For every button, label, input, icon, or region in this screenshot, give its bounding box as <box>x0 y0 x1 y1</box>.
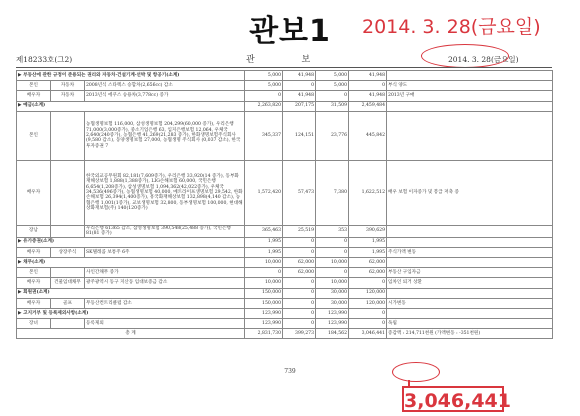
table-row <box>17 81 553 91</box>
amount-cell: 150,000 <box>245 298 283 308</box>
section-row <box>17 101 553 111</box>
slide-title: 관보1 <box>249 14 331 49</box>
section-row <box>17 71 553 81</box>
reason-cell <box>387 225 553 237</box>
amount-cell: 0 <box>283 278 316 288</box>
amount-cell: 0 <box>316 237 349 247</box>
date-circle-annotation <box>421 44 509 68</box>
description-cell: 농협생명보험 116,000, 삼성생명보험 204,299(60,000 증가), 우리은행 71,000(3,000증가), 중소기업은행 63, 입지은행보험 12,064, 우체국 2,640(240증가), 농협은행 41,269(21,283 증가), 한화생명보험주식회사 (9,580 감소), 동양생명보험 27,000, 농협생명 주식회사 (0,037 감소), 한국투자증권 7 <box>85 111 245 160</box>
amount-cell: 62,000 <box>283 268 316 278</box>
section-label: ▶ 고지거부 및 등록제외사항(소계) <box>17 308 245 318</box>
gazette-title: 관 보 <box>246 55 333 65</box>
relation-cell: 장녀 <box>17 319 51 329</box>
amount-cell: 124,151 <box>283 111 316 160</box>
description-cell: 등록제외 <box>85 319 245 329</box>
amount-cell: 0 <box>283 81 316 91</box>
relation-cell: 본인 <box>17 268 51 278</box>
table-row <box>17 278 553 288</box>
reason-cell <box>387 288 553 298</box>
amount-cell: 23,776 <box>316 111 349 160</box>
description-cell: 우리은행 61365 감소, 삼성생명보험 390,548(25,488 증가), 국민은행 81(81 증가) <box>85 225 245 237</box>
header-rule <box>16 67 552 68</box>
total-amount-callout: 3,046,441 <box>402 386 504 412</box>
amount-cell: 1,995 <box>349 247 387 257</box>
amount-cell: 62,000 <box>349 257 387 267</box>
kind-cell: 자동차 <box>51 81 85 91</box>
relation-cell: 배우자 <box>17 160 51 225</box>
amount-cell: 123,990 <box>316 308 349 318</box>
amount-cell: 345,337 <box>245 111 283 160</box>
table-row <box>17 91 553 101</box>
reason-cell <box>387 308 553 318</box>
description-cell: 2013년식 에쿠스 승용차(3,778cc) 증가 <box>85 91 245 101</box>
amount-cell: 0 <box>245 91 283 101</box>
kind-cell: 건물임대채무 <box>51 278 85 288</box>
asset-table <box>16 70 553 339</box>
amount-cell: 2,459,484 <box>349 101 387 111</box>
description-cell: 광주광역시 동구 지산동 임대보증금 감소 <box>85 278 245 288</box>
description-cell: 무등산컨트리클럽 감소 <box>85 298 245 308</box>
table-row <box>17 111 553 160</box>
reason-cell: 주식가액 변동 <box>387 247 553 257</box>
amount-cell: 0 <box>349 278 387 288</box>
amount-cell: 365,463 <box>245 225 283 237</box>
amount-cell: 62,000 <box>349 268 387 278</box>
total-circle-annotation <box>392 362 440 382</box>
amount-cell: 41,948 <box>349 71 387 81</box>
amount-cell: 41,948 <box>349 91 387 101</box>
relation-cell: 배우자 <box>17 298 51 308</box>
amount-cell: 390,629 <box>349 225 387 237</box>
amount-cell: 7,380 <box>316 160 349 225</box>
reason-cell: 배우 보험 이자증가 및 봉급 저축 증 <box>387 160 553 225</box>
gazette-number: 제18233호(그2) <box>16 55 73 64</box>
date-highlight: 2014. 3. 28(금요일) <box>362 16 541 38</box>
reason-cell <box>387 111 553 160</box>
amount-cell: 10,000 <box>316 257 349 267</box>
amount-cell: 120,000 <box>349 288 387 298</box>
amount-cell: 0 <box>283 237 316 247</box>
section-label: ▶ 채무(소계) <box>17 257 245 267</box>
reason-cell: 증감액 : 214,711천원 (가액변동 : -351천원) <box>387 329 553 339</box>
section-row <box>17 288 553 298</box>
amount-cell: 0 <box>245 268 283 278</box>
relation-cell: 본인 <box>17 81 51 91</box>
amount-cell: 0 <box>349 308 387 318</box>
amount-cell: 1,995 <box>245 247 283 257</box>
kind-cell: 상장주식 <box>51 247 85 257</box>
table-row <box>17 225 553 237</box>
relation-cell: 본인 <box>17 111 51 160</box>
amount-cell: 0 <box>283 319 316 329</box>
description-cell: 2008년식 스타렉스 승합차(2,656cc) 감소 <box>85 81 245 91</box>
kind-cell <box>51 160 85 225</box>
amount-cell: 5,000 <box>316 71 349 81</box>
amount-cell: 1,572,420 <box>245 160 283 225</box>
amount-cell: 5,000 <box>245 71 283 81</box>
section-row <box>17 237 553 247</box>
amount-cell: 41,948 <box>283 71 316 81</box>
reason-cell <box>387 257 553 267</box>
amount-cell: 207,175 <box>283 101 316 111</box>
amount-cell: 123,990 <box>316 319 349 329</box>
description-cell: 한국외교공무원회 82,181(7,609증가), 우리은행 33,920(14 증가), 동부화재해상보험 1,888(1,388증가), LIG손해보험 60,000, 국민은행 6,654(1,208증가), 삼성생명보험 1,094,362(42,022증가), 우체국 34,536(496증가), 농협생명보험 40,000, 메트라이프생명보험 29,542, 한화손해보험 26,394(1,400증가), 흥국화재해상보험 132,898(4,140 감소), 농협은행 1,001(1증가), 교보생명보험 32,800, 동부생명보험 100,000, 현대해상화재보험(주) 140(120증가) <box>85 160 245 225</box>
reason-cell <box>387 237 553 247</box>
amount-cell: 0 <box>316 91 349 101</box>
amount-cell: 123,990 <box>245 319 283 329</box>
kind-cell <box>51 268 85 278</box>
amount-cell: 0 <box>283 288 316 298</box>
reason-cell: 부식 양도 <box>387 81 553 91</box>
amount-cell: 0 <box>283 298 316 308</box>
amount-cell: 399,273 <box>283 329 316 339</box>
amount-cell: 120,000 <box>349 298 387 308</box>
amount-cell: 3,046,441 <box>349 329 387 339</box>
section-label: ▶ 부동산에 관한 규정이 준용되는 권리와 자동차·건설기계·선박 및 항공기(소계) <box>17 71 245 81</box>
relation-cell: 장남 <box>17 225 51 237</box>
description-cell: SK텔레콤 보통주 6주 <box>85 247 245 257</box>
description-cell: 사인간채무 증가 <box>85 268 245 278</box>
relation-cell: 배우자 <box>17 247 51 257</box>
amount-cell: 0 <box>349 319 387 329</box>
amount-cell: 30,000 <box>316 298 349 308</box>
relation-cell: 배우자 <box>17 278 51 288</box>
amount-cell: 1,622,512 <box>349 160 387 225</box>
amount-cell: 123,990 <box>245 308 283 318</box>
table-row <box>17 160 553 225</box>
amount-cell: 184,562 <box>316 329 349 339</box>
kind-cell: 골프 <box>51 298 85 308</box>
table-row <box>17 319 553 329</box>
section-row <box>17 257 553 267</box>
reason-cell: 임차인 퇴거 상환 <box>387 278 553 288</box>
total-row <box>17 329 553 339</box>
amount-cell: 1,995 <box>245 237 283 247</box>
section-label: ▶ 유가증권(소계) <box>17 237 245 247</box>
amount-cell: 10,000 <box>245 257 283 267</box>
reason-cell <box>387 101 553 111</box>
kind-cell <box>51 319 85 329</box>
kind-cell <box>51 225 85 237</box>
section-row <box>17 308 553 318</box>
amount-cell: 0 <box>283 247 316 257</box>
amount-cell: 0 <box>283 308 316 318</box>
amount-cell: 30,000 <box>316 288 349 298</box>
table-row <box>17 268 553 278</box>
amount-cell: 10,000 <box>245 278 283 288</box>
amount-cell: 0 <box>349 81 387 91</box>
section-label: ▶ 회원권(소계) <box>17 288 245 298</box>
reason-cell: 독립 <box>387 319 553 329</box>
amount-cell: 445,842 <box>349 111 387 160</box>
amount-cell: 5,000 <box>245 81 283 91</box>
reason-cell <box>387 71 553 81</box>
amount-cell: 353 <box>316 225 349 237</box>
gazette-date: 2014. 3. 28(금요일) <box>448 55 519 64</box>
table-row <box>17 247 553 257</box>
amount-cell: 150,000 <box>245 288 283 298</box>
total-label: 총 계 <box>17 329 245 339</box>
reason-cell: 2013년 구매 <box>387 91 553 101</box>
page-number: 739 <box>284 368 296 375</box>
amount-cell: 62,000 <box>283 257 316 267</box>
table-row <box>17 298 553 308</box>
amount-cell: 1,995 <box>349 237 387 247</box>
section-label: ▶ 예금(소계) <box>17 101 245 111</box>
amount-cell: 31,509 <box>316 101 349 111</box>
reason-cell: 시가변동 <box>387 298 553 308</box>
amount-cell: 5,000 <box>316 81 349 91</box>
amount-cell: 57,473 <box>283 160 316 225</box>
amount-cell: 0 <box>316 268 349 278</box>
kind-cell <box>51 111 85 160</box>
amount-cell: 25,519 <box>283 225 316 237</box>
relation-cell: 배우자 <box>17 91 51 101</box>
amount-cell: 2,263,820 <box>245 101 283 111</box>
kind-cell: 자동차 <box>51 91 85 101</box>
amount-cell: 2,831,730 <box>245 329 283 339</box>
reason-cell: 부동산 구입자금 <box>387 268 553 278</box>
amount-cell: 0 <box>316 247 349 257</box>
amount-cell: 41,948 <box>283 91 316 101</box>
amount-cell: 10,000 <box>316 278 349 288</box>
